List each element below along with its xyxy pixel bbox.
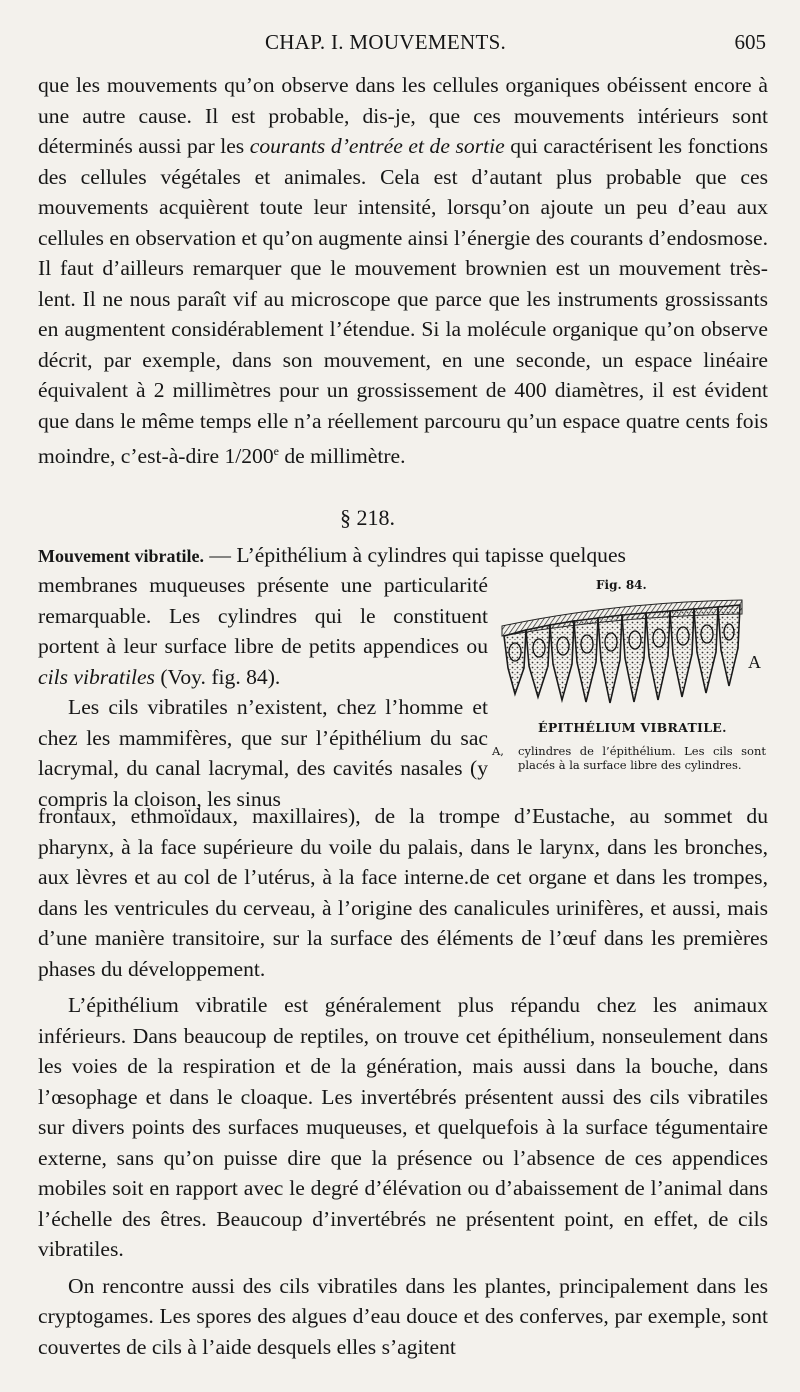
epithelium-illustration — [496, 596, 746, 708]
italic-run: courants d’entrée et de sortie — [249, 134, 505, 158]
figure-desc-text: cylindres de l’épithélium. Les cils sont placés à la surface libre des cylindres. — [518, 744, 766, 772]
paragraph-2: L’épithélium vibratile est généralement plus répandu chez les animaux inférieurs. Dans beaucoup de reptiles, on trouve cet épithélium, nonseulement dans les voies de la respiration et de la génération, mais aussi dans la bouche, dans l’œsophage et dans le cloaque. Les invertébrés présentent aussi des cils vibratiles sur divers points des surfaces muqueuses, et quelquefois à la surface tégumentaire externe, sans qu’on puisse dire que la présence ou l’absence de ces appendices mobiles soit en rapport avec le degré d’élévation ou d’abaissement de l’animal dans l’échelle des êtres. Beaucoup d’invertébrés ne présentent point, en effet, de cils vibratiles. — [38, 993, 768, 1261]
text-run: de millimètre. — [278, 444, 406, 469]
text-run: qui caractérisent les fonctions des cellules végétales et animales. Cela est d’autant plus probable que ces mouvements acquièrent toute leur intensité, lorsqu’on ajoute un peu d’eau aux cellules en observation et qu’on augmente ainsi l’énergie des courants d’endosmose. Il faut d’ailleurs remarquer que le mouvement brownien est un mouvement très-lent. Il ne nous paraît vif au microscope que parce que les instruments grossissants en augmentent considérablement l’étendue. Si la molécule organique qu’on observe décrit, par exemple, dans son mouvement, en une seconde, un espace linéaire équivalent à 2 millimètres pour un grossissement de 400 diamètres, il est évident que dans le même temps elle n’a réellement parcouru qu’un espace quatre cents fois moindre, c’est-à-dire 1/200 — [38, 134, 768, 469]
section-number: § 218. — [340, 505, 395, 530]
running-header — [40, 30, 768, 62]
vibratile-narrow-column — [38, 570, 488, 814]
figure-caption: ÉPITHÉLIUM VIBRATILE. — [538, 720, 727, 735]
vibratile-first-line — [38, 540, 768, 572]
paragraph-1 — [38, 70, 768, 472]
text-run: (Voy. fig. 84). — [154, 664, 281, 689]
superscript: e — [273, 444, 279, 458]
lower-text — [38, 801, 768, 1362]
figure-label: Fig. 84. — [596, 578, 647, 592]
text-run: — L’épithélium à cylindres qui tapisse quelques — [203, 543, 626, 567]
figure-84 — [488, 574, 768, 794]
figure-letter-a: A — [748, 652, 761, 672]
paragraph-3: On rencontre aussi des cils vibratiles dans les plantes, principalement dans les cryptogames. Les spores des algues d’eau douce et des conferves, par exemple, sont couvertes de cils à l’aide desquels elles s’agitent — [38, 1273, 768, 1359]
page-number: 605 — [734, 30, 766, 54]
section-heading: Mouvement vibratile. — [38, 546, 204, 566]
narrow-paragraph: Les cils vibratiles n’existent, chez l’homme et chez les mammifères, que sur l’épithélium du sac lacrymal, du canal lacrymal, des cavités nasales (y compris la cloison, les sinus — [38, 695, 488, 811]
text-run: que les mouvements qu’on observe dans les cellules organiques obéissent encore à une autre cause. Il est probable, dis-je, que ces mouvements intérieurs sont déterminés aussi par les — [38, 73, 768, 158]
figure-desc-letter: A, — [492, 744, 504, 758]
italic-run: cils vibratiles — [38, 664, 155, 689]
vibratile-continuation: frontaux, ethmoïdaux, maxillaires), de la trompe d’Eustache, au sommet du pharynx, à la face supérieure du voile du palais, dans le larynx, dans les bronches, aux lèvres et au col de l’utérus, à la face interne.de cet organe et dans les trompes, dans les ventricules du cerveau, à l’origine des canalicules urinifères, et aussi, mais d’une manière transitoire, sur la surface des éléments de l’œuf dans les premières phases du développement. — [38, 804, 768, 981]
figure-description — [492, 744, 766, 772]
chapter-title: CHAP. I. MOUVEMENTS. — [265, 30, 507, 54]
text-run: membranes muqueuses présente une particularité remarquable. Les cylindres qui le constituent portent à leur surface libre de petits appendices ou — [38, 573, 488, 658]
